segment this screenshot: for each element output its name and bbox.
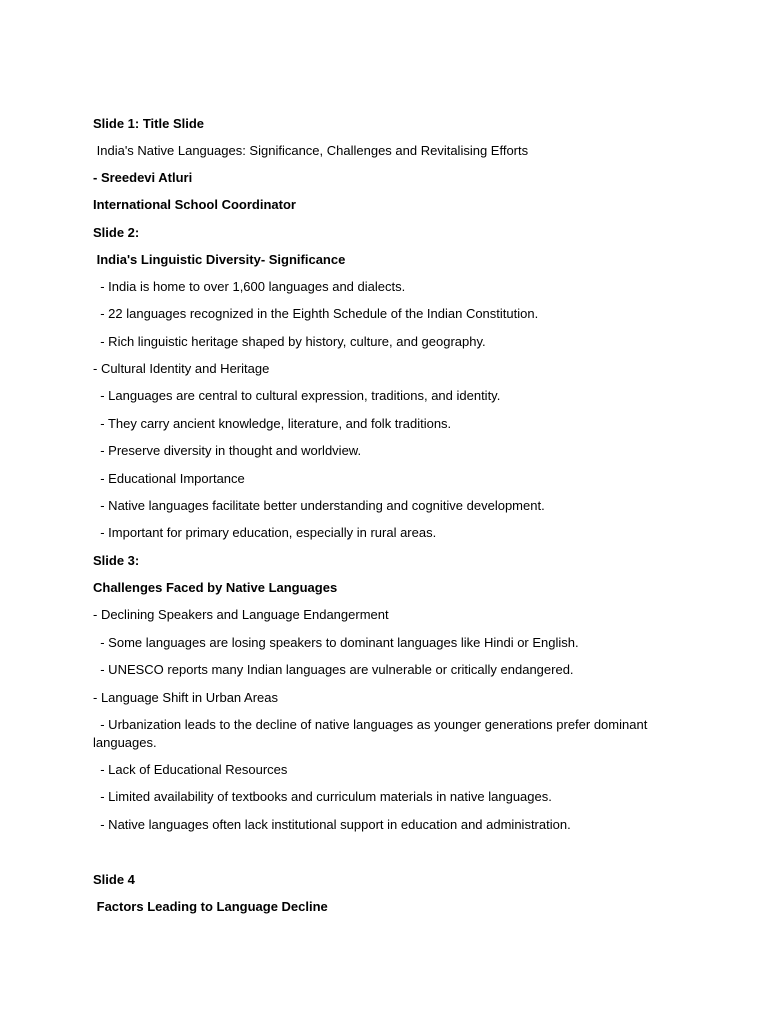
list-item: - Educational Importance (93, 471, 245, 486)
list-item: - Cultural Identity and Heritage (93, 361, 270, 376)
author-role: International School Coordinator (93, 197, 296, 212)
slide-2-heading: Slide 2: (93, 225, 140, 240)
list-item: - Urbanization leads to the decline of native languages as younger generations prefer dominant languages. (93, 717, 651, 750)
list-item: - India is home to over 1,600 languages and dialects. (93, 279, 406, 294)
slide-4-title: Factors Leading to Language Decline (93, 899, 328, 914)
list-item: - Some languages are losing speakers to dominant languages like Hindi or English. (93, 635, 579, 650)
list-item: - Preserve diversity in thought and worldview. (93, 443, 362, 458)
list-item: - Lack of Educational Resources (93, 762, 288, 777)
list-item: - Limited availability of textbooks and curriculum materials in native languages. (93, 789, 552, 804)
list-item: - Declining Speakers and Language Endangerment (93, 607, 389, 622)
list-item: - Language Shift in Urban Areas (93, 690, 279, 705)
slide-1-heading: Slide 1: Title Slide (93, 116, 205, 131)
list-item: - Native languages often lack institutional support in education and administration. (93, 817, 571, 832)
slide-3-title: Challenges Faced by Native Languages (93, 580, 338, 595)
slide-2-title: India's Linguistic Diversity- Significance (93, 252, 346, 267)
list-item: - UNESCO reports many Indian languages are vulnerable or critically endangered. (93, 662, 574, 677)
presentation-title: India's Native Languages: Significance, Challenges and Revitalising Efforts (93, 143, 529, 158)
slide-3-heading: Slide 3: (93, 553, 140, 568)
list-item: - Native languages facilitate better understanding and cognitive development. (93, 498, 545, 513)
list-item: - Rich linguistic heritage shaped by history, culture, and geography. (93, 334, 486, 349)
list-item: - Important for primary education, especially in rural areas. (93, 525, 437, 540)
author-name: - Sreedevi Atluri (93, 170, 193, 185)
slide-4-heading: Slide 4 (93, 872, 135, 887)
list-item: - They carry ancient knowledge, literature, and folk traditions. (93, 416, 452, 431)
list-item: - Languages are central to cultural expression, traditions, and identity. (93, 388, 501, 403)
list-item: - 22 languages recognized in the Eighth Schedule of the Indian Constitution. (93, 306, 539, 321)
